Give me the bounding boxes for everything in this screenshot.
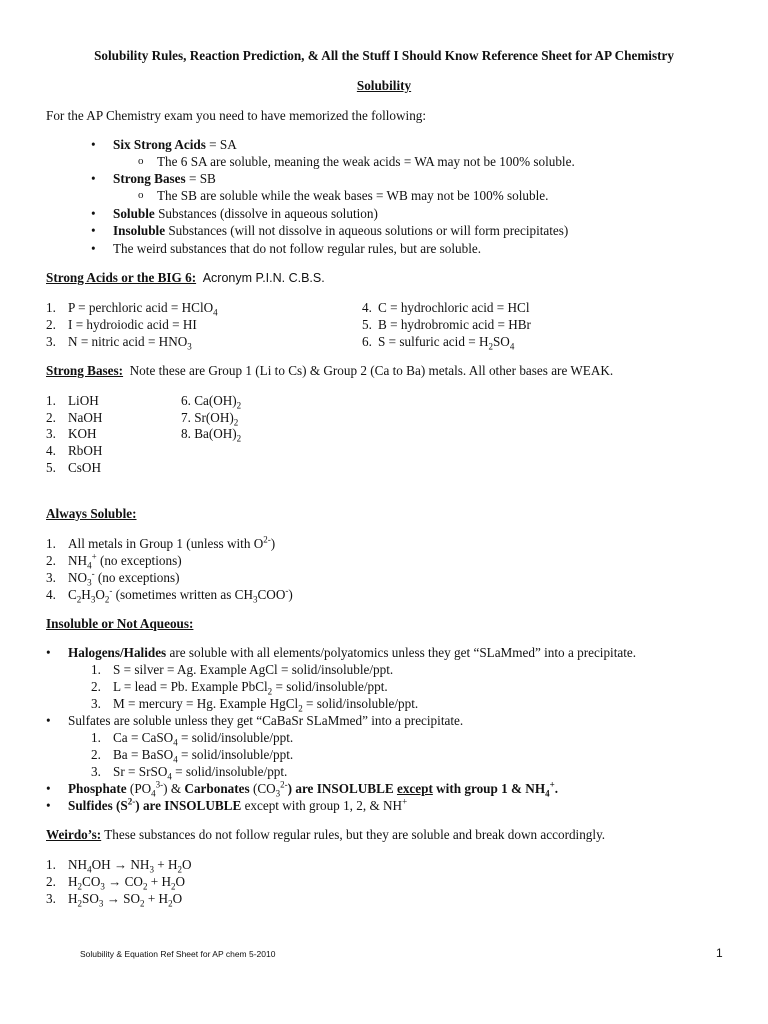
bullet-strong-bases <box>113 170 216 187</box>
text: Ba(OH) <box>194 426 237 441</box>
base-item-1 <box>46 392 99 409</box>
text: O <box>172 891 183 906</box>
sub: 2 <box>177 864 183 875</box>
text: RbOH <box>68 443 103 458</box>
text: with group 1 & NH <box>432 781 546 796</box>
sub: 4 <box>87 560 92 571</box>
text: N = nitric acid = HNO <box>68 334 188 349</box>
sub-bullet-sb-note: o The SB are soluble while the weak bases = WB may not be 100% soluble. <box>157 187 548 204</box>
page-footer: Solubility & Equation Ref Sheet for AP chem 5-2010 <box>80 949 276 959</box>
num: 3. <box>46 891 56 906</box>
sub: 2 <box>168 898 173 909</box>
text: Sr = SrSO <box>113 764 168 779</box>
label: Six Strong Acids <box>113 137 206 152</box>
acid-item-5 <box>362 316 531 333</box>
bullet-sulfides <box>68 797 407 814</box>
bases-heading-line <box>46 362 613 379</box>
always-item-2 <box>46 551 182 571</box>
sub: 2 <box>171 881 176 892</box>
text: B = hydrobromic acid = HBr <box>378 317 531 332</box>
sup: 2- <box>127 796 136 807</box>
text: (no exceptions) <box>94 570 180 585</box>
weirdo-item-2 <box>46 873 186 892</box>
text: CO <box>82 874 101 889</box>
base-item-2 <box>46 409 103 426</box>
text: SO <box>82 891 99 906</box>
sub: 3 <box>275 788 281 799</box>
sub: 4 <box>509 341 515 352</box>
sub: 3 <box>253 594 258 605</box>
text: ) are INSOLUBLE <box>287 781 397 796</box>
text: OH → NH <box>91 857 150 872</box>
text: LiOH <box>68 393 99 408</box>
text: = solid/insoluble/ppt. <box>302 696 419 711</box>
sub: 2 <box>488 341 493 352</box>
document-title: Solubility Rules, Reaction Prediction, & All the Stuff I Should Know Reference Sheet for AP Chemistry <box>94 48 674 63</box>
sub: 2 <box>77 898 83 909</box>
text: (CO <box>249 781 276 796</box>
text: (sometimes written as CH <box>112 587 254 602</box>
num: 2. <box>46 317 56 332</box>
acid-item-2 <box>46 316 197 333</box>
sub: 2 <box>140 898 145 909</box>
num: 1. <box>46 300 56 315</box>
num: 8. <box>181 426 191 441</box>
text: NH <box>68 553 88 568</box>
text: ) & <box>163 781 185 796</box>
text: O <box>95 587 105 602</box>
sub: 3 <box>149 864 154 875</box>
text: = solid/insoluble/ppt. <box>272 679 388 694</box>
sulfate-item-1 <box>91 729 294 748</box>
acid-item-1 <box>46 299 218 318</box>
text: ) <box>288 587 293 602</box>
text: are soluble with all elements/polyatomics unless they get “SLaMmed” into a precipitate. <box>166 645 637 660</box>
sup: + <box>402 796 408 807</box>
bullet-strong-acids <box>113 136 237 153</box>
weirdos-line <box>46 826 605 843</box>
num: 1. <box>46 857 56 872</box>
text: + H <box>147 874 172 889</box>
text: Carbonates <box>184 781 250 796</box>
page-number: 1 <box>716 946 723 960</box>
rest: = SA <box>205 137 237 152</box>
text: O <box>182 857 192 872</box>
num: 2. <box>46 553 56 568</box>
always-soluble-heading: Always Soluble: <box>46 506 137 521</box>
text: (PO <box>126 781 152 796</box>
num: 1. <box>91 730 101 745</box>
acids-heading: Strong Acids or the BIG 6: <box>46 270 197 285</box>
text: (S <box>112 798 128 813</box>
label: Insoluble <box>113 223 166 238</box>
num: 2. <box>46 410 56 425</box>
text: H <box>68 891 78 906</box>
text: C <box>68 587 77 602</box>
text: . <box>554 781 559 796</box>
sulfate-item-2 <box>91 746 294 765</box>
text: ) <box>270 536 276 551</box>
num: 7. <box>181 410 191 425</box>
bullet-insoluble <box>113 222 568 239</box>
sub: 4 <box>87 864 92 875</box>
sup: - <box>109 585 113 596</box>
sub: 2 <box>76 594 82 605</box>
text: (no exceptions) <box>96 553 182 568</box>
text: = solid/insoluble/ppt. <box>177 747 294 762</box>
text: H <box>68 874 78 889</box>
text: CsOH <box>68 460 101 475</box>
text: Ca(OH) <box>194 393 237 408</box>
text: L = lead = Pb. Example PbCl <box>113 679 268 694</box>
text: → CO <box>104 874 143 889</box>
text: NH <box>68 857 88 872</box>
rest: Substances (will not dissolve in aqueous solutions or will form precipitates) <box>165 223 569 238</box>
label: Soluble <box>113 206 155 221</box>
text: C = hydrochloric acid = HCl <box>378 300 530 315</box>
num: 2. <box>91 679 101 694</box>
sup: 2- <box>263 534 271 545</box>
bullet-sulfates: • Sulfates are soluble unless they get “CaBaSr SLaMmed” into a precipitate. <box>68 712 463 729</box>
num: 1. <box>46 536 56 551</box>
text: Phosphate <box>68 781 127 796</box>
text: = solid/insoluble/ppt. <box>171 764 288 779</box>
num: 6. <box>181 393 191 408</box>
text: Ca = CaSO <box>113 730 174 745</box>
sup: - <box>91 568 95 579</box>
sub: 2 <box>267 686 273 697</box>
num: 3. <box>46 426 56 441</box>
text: Ba = BaSO <box>113 747 174 762</box>
sup: 2- <box>280 779 288 790</box>
num: 5. <box>362 317 372 332</box>
halide-item-1 <box>91 661 394 678</box>
sub: 2 <box>77 881 83 892</box>
sub: 4 <box>213 307 218 318</box>
bullet-halides <box>68 644 636 661</box>
text: Sr(OH) <box>194 410 234 425</box>
text: = solid/insoluble/ppt. <box>177 730 294 745</box>
sub: 2 <box>233 417 239 428</box>
num: 1. <box>46 393 56 408</box>
text: NaOH <box>68 410 103 425</box>
text: → SO <box>103 891 141 906</box>
sub-bullet-sa-note: o The 6 SA are soluble, meaning the weak acids = WA may not be 100% soluble. <box>157 153 575 170</box>
sup: + <box>549 779 555 790</box>
label: Halogens/Halides <box>68 645 167 660</box>
num: 6. <box>362 334 372 349</box>
always-item-4 <box>46 585 293 605</box>
halide-item-3 <box>91 695 419 714</box>
text: All metals in Group 1 (unless with O <box>68 536 264 551</box>
text: ) are INSOLUBLE <box>135 798 242 813</box>
weirdos-note: These substances do not follow regular rules, but they are soluble and break down accordingly. <box>101 827 606 842</box>
bases-note: Note these are Group 1 (Li to Cs) & Group 2 (Ca to Ba) metals. All other bases are WEAK. <box>129 363 614 378</box>
acids-acronym: Acronym P.I.N. C.B.S. <box>202 271 325 285</box>
sub: 2 <box>298 703 303 714</box>
sub: 4 <box>167 771 172 782</box>
intro-text: For the AP Chemistry exam you need to have memorized the following: <box>46 108 427 123</box>
always-item-1 <box>46 534 276 552</box>
sub: 2 <box>104 594 110 605</box>
sup: + <box>91 551 97 562</box>
text: H <box>81 587 91 602</box>
acid-item-6 <box>362 333 515 352</box>
num: 3. <box>46 570 56 585</box>
sup: 3- <box>155 779 164 790</box>
sub: 2 <box>142 881 148 892</box>
bullet-soluble <box>113 205 378 222</box>
num: 4. <box>46 443 56 458</box>
sub: 2 <box>236 433 242 444</box>
num: 2. <box>46 874 56 889</box>
sub: 4 <box>545 788 550 799</box>
text: + H <box>153 857 178 872</box>
base-item-5 <box>46 459 101 476</box>
bullet-phosphate-carbonate <box>68 780 558 797</box>
text: P = perchloric acid = HClO <box>68 300 214 315</box>
insoluble-heading: Insoluble or Not Aqueous: <box>46 616 194 631</box>
num: 4. <box>46 587 56 602</box>
num: 3. <box>46 334 56 349</box>
text: except <box>396 781 433 796</box>
num: 5. <box>46 460 56 475</box>
num: 2. <box>91 747 101 762</box>
sub: 3 <box>87 577 92 588</box>
text: KOH <box>68 426 97 441</box>
sup: - <box>285 585 289 596</box>
bullet-weird: • The weird substances that do not follow regular rules, but are soluble. <box>113 240 481 257</box>
text: SO <box>492 334 510 349</box>
sub: 4 <box>173 754 178 765</box>
solubility-heading: Solubility <box>356 78 412 93</box>
weirdo-item-3 <box>46 890 183 909</box>
acid-item-3 <box>46 333 192 352</box>
base-item-8 <box>181 425 241 442</box>
sub: 3 <box>100 881 105 892</box>
text: COO <box>257 587 286 602</box>
bases-heading: Strong Bases: <box>46 363 124 378</box>
sulfate-item-3 <box>91 763 288 782</box>
halide-item-2 <box>91 678 388 697</box>
num: 4. <box>362 300 372 315</box>
sub: 4 <box>151 788 156 799</box>
label: Strong Bases <box>113 171 186 186</box>
acids-heading-line <box>46 269 325 287</box>
base-item-7 <box>181 409 238 426</box>
num: 3. <box>91 764 101 779</box>
num: 3. <box>91 696 101 711</box>
text: M = mercury = Hg. Example HgCl <box>113 696 299 711</box>
num: 1. <box>91 662 101 677</box>
sub: 3 <box>187 341 192 352</box>
text: S = sulfuric acid = H <box>378 334 489 349</box>
sub: 4 <box>173 737 178 748</box>
weirdos-heading: Weirdo’s: <box>46 827 102 842</box>
base-item-3 <box>46 425 97 442</box>
always-item-3 <box>46 568 180 588</box>
text: I = hydroiodic acid = HI <box>68 317 197 332</box>
text: except with group 1, 2, & NH <box>241 798 403 813</box>
text: NO <box>68 570 88 585</box>
acid-item-4 <box>362 299 530 316</box>
text: + H <box>144 891 169 906</box>
rest: = SB <box>185 171 216 186</box>
text: S = silver = Ag. Example AgCl = solid/insoluble/ppt. <box>113 662 394 677</box>
base-item-4 <box>46 442 103 459</box>
base-item-6 <box>181 392 241 409</box>
sub: 3 <box>98 898 104 909</box>
sub: 2 <box>236 400 242 411</box>
text: Sulfides <box>68 798 113 813</box>
text: O <box>175 874 186 889</box>
sub: 3 <box>90 594 96 605</box>
rest: Substances (dissolve in aqueous solution) <box>154 206 378 221</box>
